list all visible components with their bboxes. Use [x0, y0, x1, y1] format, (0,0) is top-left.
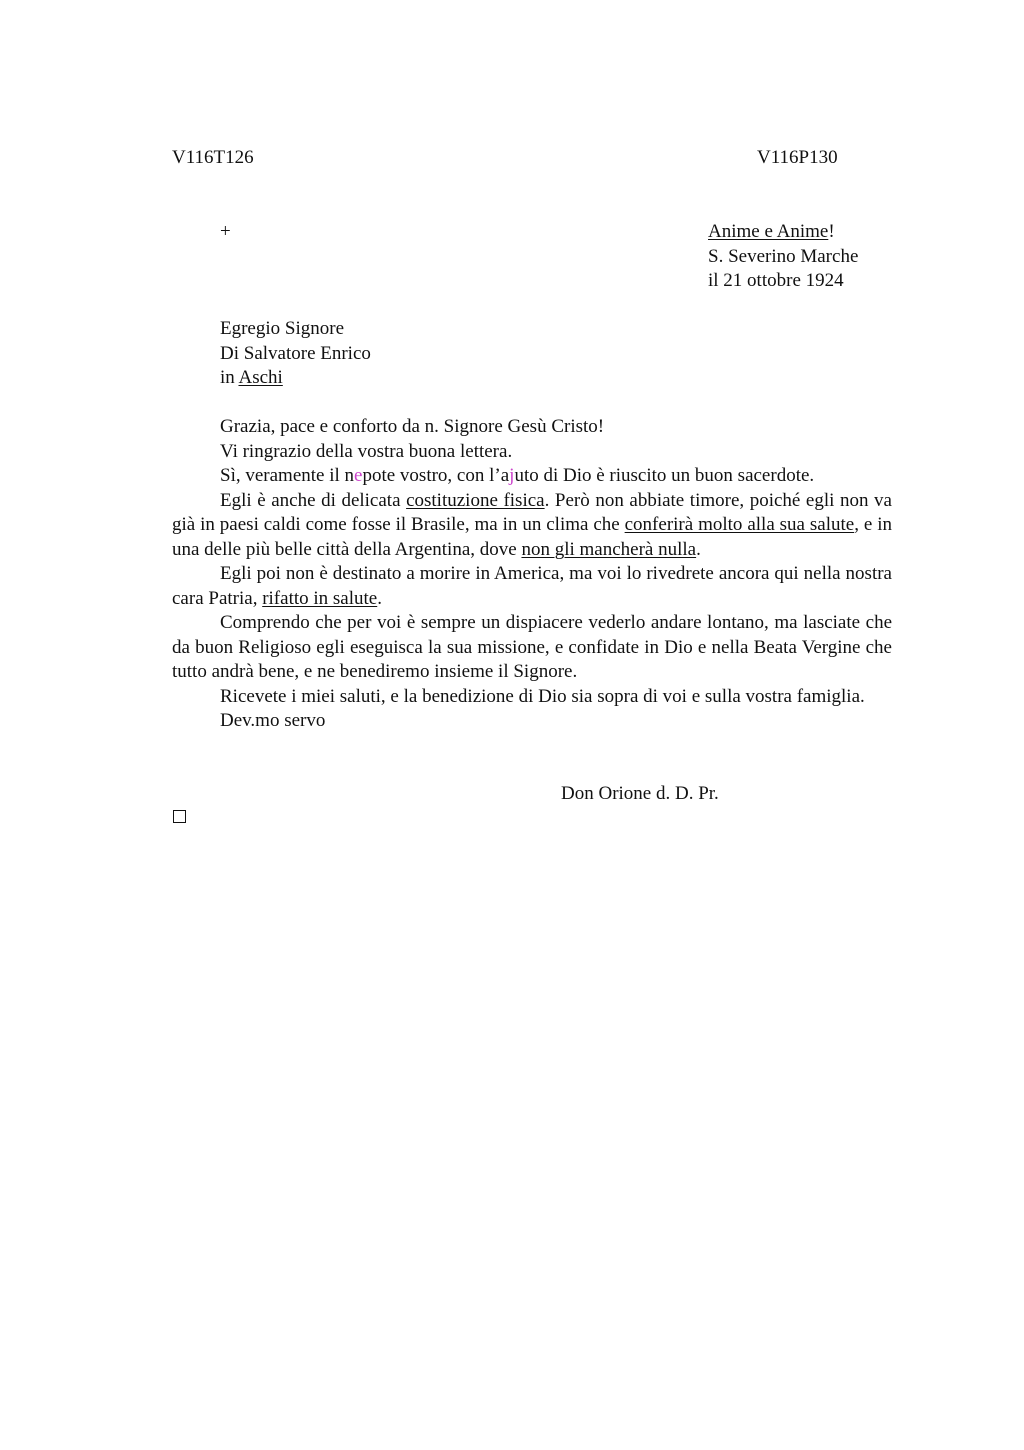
body-paragraph-2: Vi ringrazio della vostra buona lettera.	[220, 440, 513, 462]
end-box-icon	[173, 810, 186, 823]
underlined-phrase: non gli mancherà nulla	[521, 538, 697, 560]
date-line: il 21 ottobre 1924	[708, 270, 844, 291]
addressee-in: in	[220, 367, 239, 388]
highlighted-letter: e	[354, 465, 363, 486]
body-paragraph-6: Comprendo che per voi è sempre un dispiacere vederlo andare lontano, ma lasciate che da buon Religioso egli eseguisca la sua missione, e confidate in Dio e nella Beata Vergine che tutto andrà bene, e ne benediremo insieme il Signore.	[172, 612, 892, 682]
body-paragraph-8: Dev.mo servo	[220, 710, 326, 731]
text-run: . Però non abbiate timore, poiché egli non va già in paesi caldi come fosse il Brasile, ma in un clima che	[172, 489, 892, 535]
motto-tail: !	[828, 221, 835, 242]
text-run: Egli poi non è destinato a morire in America, ma voi lo rivedrete ancora qui nella nostra cara Patria,	[172, 563, 892, 609]
addressee-block	[220, 317, 371, 391]
underlined-phrase: rifatto in salute	[262, 587, 378, 609]
place-line: S. Severino Marche	[708, 245, 859, 267]
body-paragraph-7: Ricevete i miei saluti, e la benedizione di Dio sia sopra di voi e sulla vostra famiglia.	[220, 685, 865, 707]
motto-underlined: Anime e Anime	[708, 221, 829, 242]
addressee-town-line	[220, 366, 371, 391]
cross-mark: +	[220, 221, 231, 242]
addressee-salutation: Egregio Signore	[220, 318, 345, 339]
text-run: Sì, veramente il n	[220, 465, 355, 486]
body-paragraph-5	[172, 562, 892, 611]
text-run: .	[377, 587, 382, 609]
addressee-town: Aschi	[238, 367, 283, 388]
highlighted-letter: j	[509, 465, 515, 486]
document-code-left: V116T126	[172, 147, 254, 168]
text-run: .	[696, 538, 701, 560]
text-run: uto di Dio è riuscito un buon sacerdote.	[514, 465, 815, 486]
signature: Don Orione d. D. Pr.	[561, 783, 719, 804]
body-paragraph-1: Grazia, pace e conforto da n. Signore Gesù Cristo!	[220, 416, 605, 437]
body-paragraph-3	[172, 464, 892, 489]
body-paragraph-4	[172, 489, 892, 563]
letter-header	[708, 220, 858, 294]
document-code-right: V116P130	[757, 147, 838, 168]
text-run: , e in una delle più belle città della Argentina, dove	[172, 514, 892, 560]
addressee-name: Di Salvatore Enrico	[220, 342, 371, 364]
motto	[708, 220, 858, 245]
text-run: Egli è anche di delicata	[220, 489, 407, 511]
underlined-phrase: costituzione fisica	[406, 489, 545, 511]
underlined-phrase: conferirà molto alla sua salute	[624, 514, 855, 535]
text-run: pote vostro, con l’a	[362, 465, 510, 486]
letter-body	[172, 415, 892, 734]
